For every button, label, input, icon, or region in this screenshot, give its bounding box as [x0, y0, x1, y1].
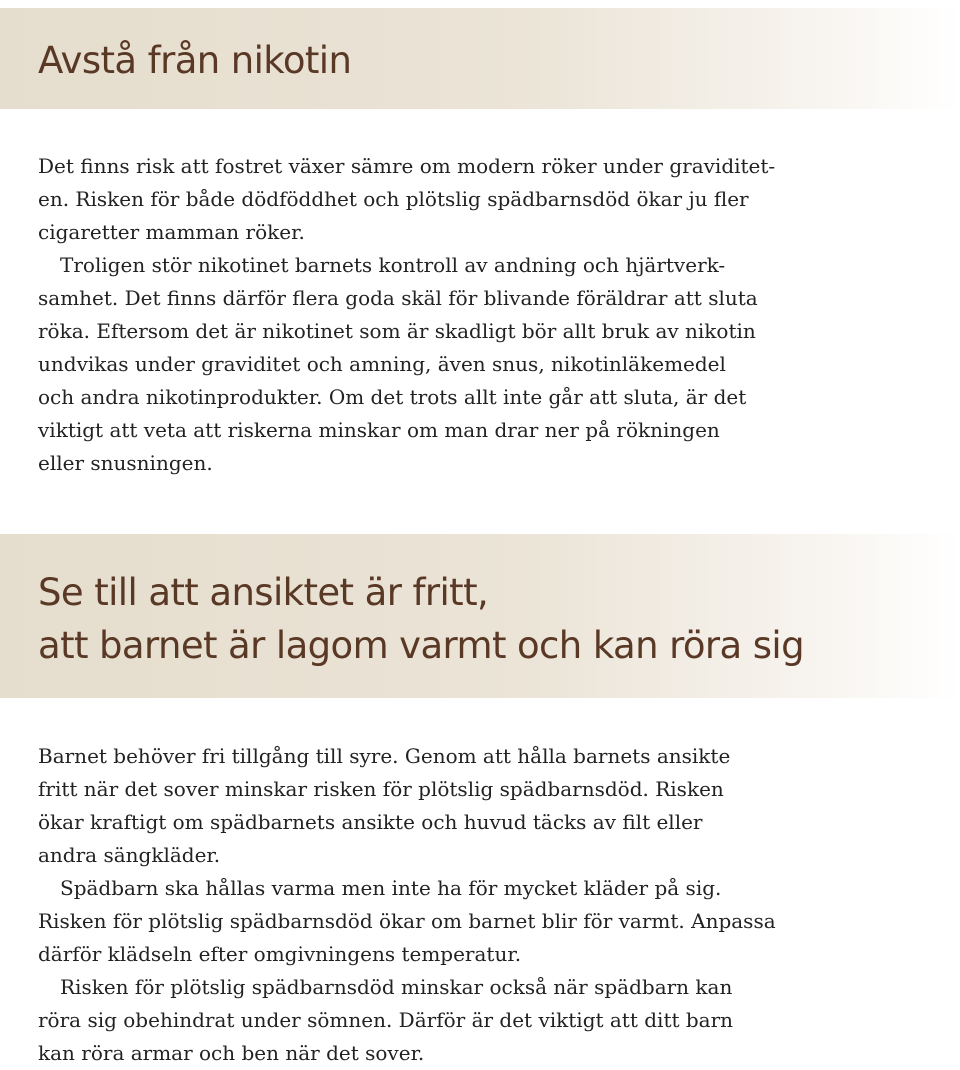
section-body — [38, 150, 938, 480]
paragraph-line: viktigt att veta att riskerna minskar om man drar ner på rökningen — [38, 418, 720, 442]
paragraph-line: och andra nikotinprodukter. Om det trots allt inte går att sluta, är det — [38, 385, 747, 409]
paragraph-line: andra sängkläder. — [38, 843, 221, 867]
paragraph-line: Risken för plötslig spädbarnsdöd ökar om barnet blir för varmt. Anpassa — [38, 909, 776, 933]
paragraph-line: därför klädseln efter omgivningens temperatur. — [38, 942, 522, 966]
paragraph-line: cigaretter mamman röker. — [38, 220, 305, 244]
paragraph-line: samhet. Det finns därför flera goda skäl för blivande föräldrar att sluta — [38, 286, 758, 310]
paragraph-line: kan röra armar och ben när det sover. — [38, 1041, 425, 1065]
heading-line: Se till att ansiktet är fritt, — [38, 571, 489, 614]
heading-line: att barnet är lagom varmt och kan röra sig — [38, 624, 805, 667]
paragraph-line: Barnet behöver fri tillgång till syre. Genom att hålla barnets ansikte — [38, 744, 731, 768]
paragraph-line: eller snusningen. — [38, 451, 213, 475]
paragraph-line: röka. Eftersom det är nikotinet som är skadligt bör allt bruk av nikotin — [38, 319, 756, 343]
paragraph-line: ökar kraftigt om spädbarnets ansikte och huvud täcks av filt eller — [38, 810, 703, 834]
paragraph-line: en. Risken för både dödföddhet och plötslig spädbarnsdöd ökar ju fler — [38, 187, 749, 211]
heading-line: Avstå från nikotin — [38, 39, 352, 82]
section-body — [38, 740, 938, 1070]
paragraph-line: undvikas under graviditet och amning, även snus, nikotinläkemedel — [38, 352, 726, 376]
paragraph-line: Troligen stör nikotinet barnets kontroll av andning och hjärtverk- — [60, 253, 726, 277]
paragraph-line: Risken för plötslig spädbarnsdöd minskar också när spädbarn kan — [60, 975, 733, 999]
paragraph-line: fritt när det sover minskar risken för plötslig spädbarnsdöd. Risken — [38, 777, 724, 801]
paragraph-line: Det finns risk att fostret växer sämre om modern röker under graviditet- — [38, 154, 776, 178]
section-heading — [38, 36, 351, 86]
paragraph-line: röra sig obehindrat under sömnen. Därför är det viktigt att ditt barn — [38, 1008, 734, 1032]
paragraph-line: Spädbarn ska hållas varma men inte ha för mycket kläder på sig. — [60, 876, 722, 900]
section-heading — [38, 566, 804, 672]
